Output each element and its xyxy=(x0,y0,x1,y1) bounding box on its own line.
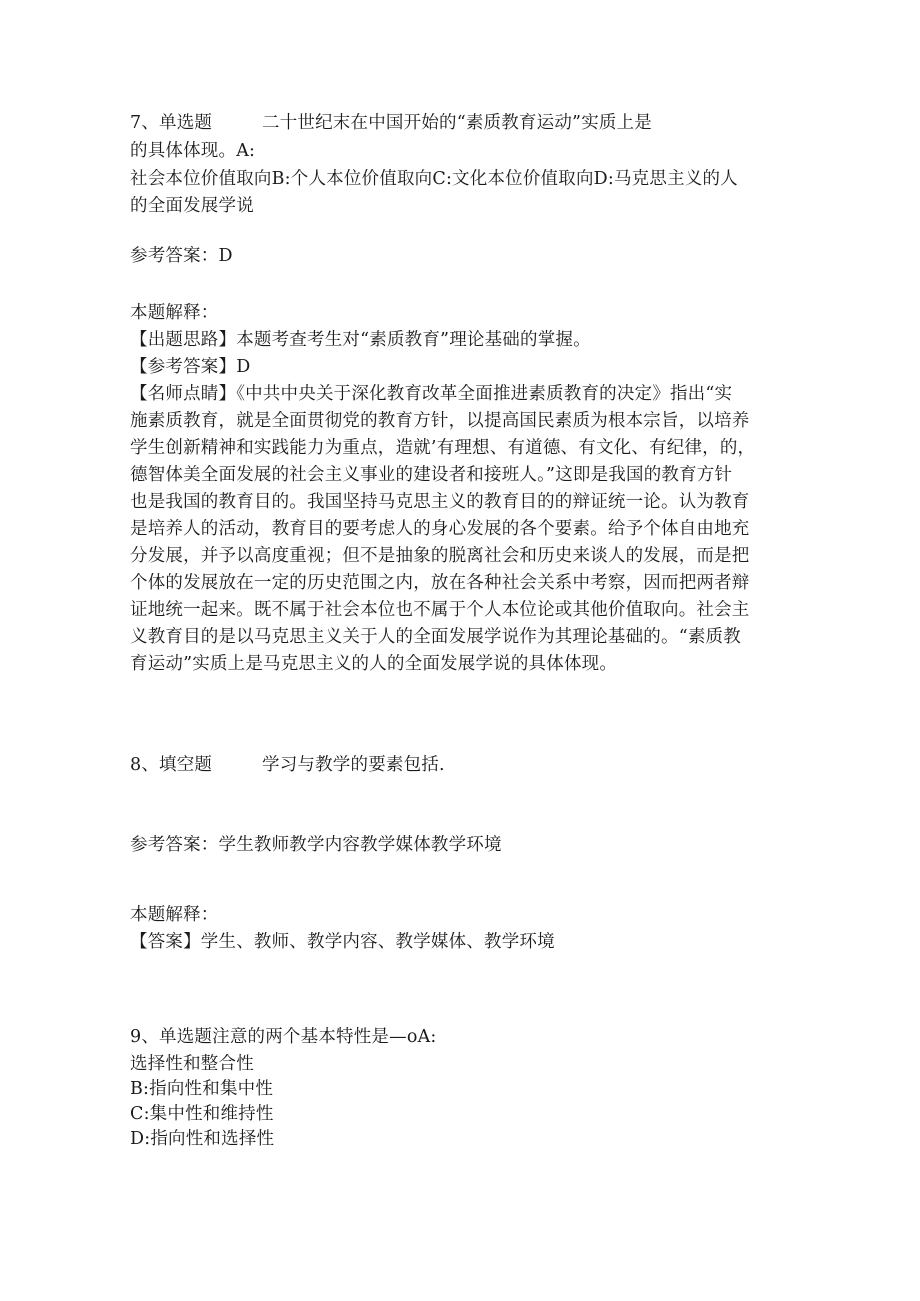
q7-explain-line: 义教育目的是以马克思主义关于人的全面发展学说作为其理论基础的。“素质教 xyxy=(130,627,741,647)
q7-header xyxy=(130,110,652,136)
q8-stem: 学习与教学的要素包括. xyxy=(262,755,445,775)
q7-answer: 参考答案：D xyxy=(130,246,233,266)
q9-option: C:集中性和维持性 xyxy=(130,1104,274,1124)
q7-stem: 二十世纪末在中国开始的“素质教育运动”实质上是 xyxy=(262,113,652,133)
q7-explain-line: 育运动”实质上是马克思主义的人的全面发展学说的具体体现。 xyxy=(130,654,618,674)
q8-explain-title: 本题解释： xyxy=(130,905,219,925)
q9-option: 选择性和整合性 xyxy=(130,1054,254,1074)
q9-header: 9、单选题注意的两个基本特性是—oA: xyxy=(130,1027,437,1047)
q7-explain-line: 也是我国的教育目的。我国坚持马克思主义的教育目的的辩证统一论。认为教育 xyxy=(130,492,750,512)
q7-explain-line: 德智体美全面发展的社会主义事业的建设者和接班人。”这即是我国的教育方针 xyxy=(130,465,733,485)
q7-explain-line: 个体的发展放在一定的历史范围之内，放在各种社会关系中考察，因而把两者辩 xyxy=(130,573,750,593)
q8-explain-line: 【答案】学生、教师、教学内容、教学媒体、教学环境 xyxy=(130,932,555,952)
q7-explain-line: 施素质教育，就是全面贯彻党的教育方针，以提高国民素质为根本宗旨，以培养 xyxy=(130,411,750,431)
q7-explain-line: 分发展，并予以高度重视；但不是抽象的脱离社会和历史来谈人的发展，而是把 xyxy=(130,546,750,566)
q7-explain-line: 【参考答案】D xyxy=(130,357,251,377)
q8-answer: 参考答案：学生教师教学内容教学媒体教学环境 xyxy=(130,835,502,855)
q7-explain-line: 是培养人的活动，教育目的要考虑人的身心发展的各个要素。给予个体自由地充 xyxy=(130,519,750,539)
q7-explain-line: 学生创新精神和实践能力为重点，造就’有理想、有道德、有文化、有纪律，的， xyxy=(130,438,756,458)
q7-line: 的具体体现。A: xyxy=(130,141,256,161)
q7-explain-line: 【名师点睛】《中共中央关于深化教育改革全面推进素质教育的决定》指出“实 xyxy=(130,384,733,404)
q7-options-line: 的全面发展学说 xyxy=(130,196,254,216)
q7-explain-line: 【出题思路】本题考查考生对“素质教育”理论基础的掌握。 xyxy=(130,330,591,350)
q8-header xyxy=(130,752,445,778)
q7-explain-line: 证地统一起来。既不属于社会本位也不属于个人本位论或其他价值取向。社会主 xyxy=(130,600,750,620)
q7-explain-title: 本题解释： xyxy=(130,303,219,323)
q7-options-line: 社会本位价值取向B:个人本位价值取向C:文化本位价值取向D:马克思主义的人 xyxy=(130,169,738,189)
q9-option: B:指向性和集中性 xyxy=(130,1079,274,1099)
q7-number: 7、单选题 xyxy=(130,113,213,133)
q9-option: D:指向性和选择性 xyxy=(130,1129,275,1149)
q8-number: 8、填空题 xyxy=(130,755,213,775)
